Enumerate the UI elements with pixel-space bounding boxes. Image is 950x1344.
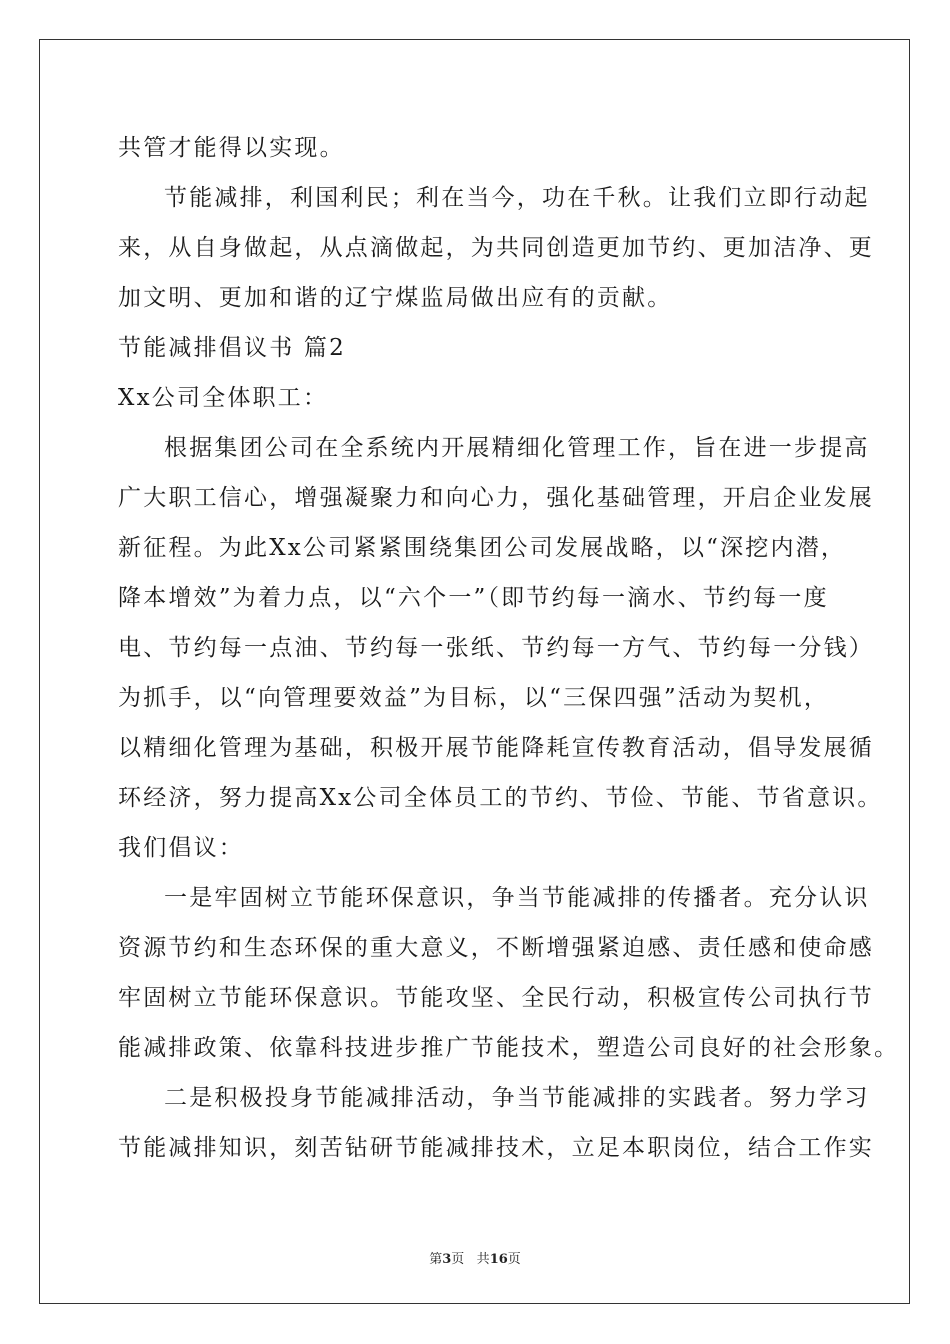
- section-heading: 节能减排倡议书 篇2: [118, 335, 346, 361]
- paragraph-line: 我们倡议：: [118, 835, 244, 861]
- paragraph-line: 根据集团公司在全系统内开展精细化管理工作，旨在进一步提高: [164, 435, 870, 461]
- paragraph-line: 加文明、更加和谐的辽宁煤监局做出应有的贡献。: [118, 285, 673, 311]
- page-number: 3: [442, 1252, 452, 1267]
- paragraph-line: 来，从自身做起，从点滴做起，为共同创造更加节约、更加洁净、更: [118, 235, 874, 261]
- paragraph-line: 电、节约每一点油、节约每一张纸、节约每一方气、节约每一分钱）: [118, 635, 874, 661]
- page-border: [39, 39, 910, 1304]
- paragraph-line: 降本增效”为着力点，以“六个一”（即节约每一滴水、节约每一度: [118, 585, 829, 611]
- paragraph-line: 节能减排知识，刻苦钻研节能减排技术，立足本职岗位，结合工作实: [118, 1135, 874, 1161]
- total-prefix: 共: [476, 1252, 490, 1267]
- paragraph-line: 能减排政策、依靠科技进步推广节能技术，塑造公司良好的社会形象。: [118, 1035, 900, 1061]
- page-label-prefix: 第: [429, 1252, 443, 1267]
- page-label-suffix: 页: [451, 1252, 465, 1267]
- total-suffix: 页: [507, 1252, 521, 1267]
- paragraph-line: 为抓手，以“向管理要效益”为目标，以“三保四强”活动为契机，: [118, 685, 830, 711]
- total-pages: 16: [489, 1252, 508, 1267]
- paragraph-line: 资源节约和生态环保的重大意义，不断增强紧迫感、责任感和使命感: [118, 935, 874, 961]
- page-footer: [0, 1248, 950, 1267]
- salutation: Xx公司全体职工：: [118, 385, 329, 411]
- paragraph-line: 二是积极投身节能减排活动，争当节能减排的实践者。努力学习: [164, 1085, 870, 1111]
- paragraph-line: 新征程。为此Xx公司紧紧围绕集团公司发展战略，以“深挖内潜，: [118, 535, 847, 561]
- paragraph-line: 广大职工信心，增强凝聚力和向心力，强化基础管理，开启企业发展: [118, 485, 874, 511]
- paragraph-line: 节能减排，利国利民；利在当今，功在千秋。让我们立即行动起: [164, 185, 870, 211]
- paragraph-line: 环经济，努力提高Xx公司全体员工的节约、节俭、节能、节省意识。: [118, 785, 883, 811]
- paragraph-line: 共管才能得以实现。: [118, 135, 345, 161]
- paragraph-line: 一是牢固树立节能环保意识，争当节能减排的传播者。充分认识: [164, 885, 870, 911]
- paragraph-line: 以精细化管理为基础，积极开展节能降耗宣传教育活动，倡导发展循: [118, 735, 874, 761]
- paragraph-line: 牢固树立节能环保意识。节能攻坚、全民行动，积极宣传公司执行节: [118, 985, 874, 1011]
